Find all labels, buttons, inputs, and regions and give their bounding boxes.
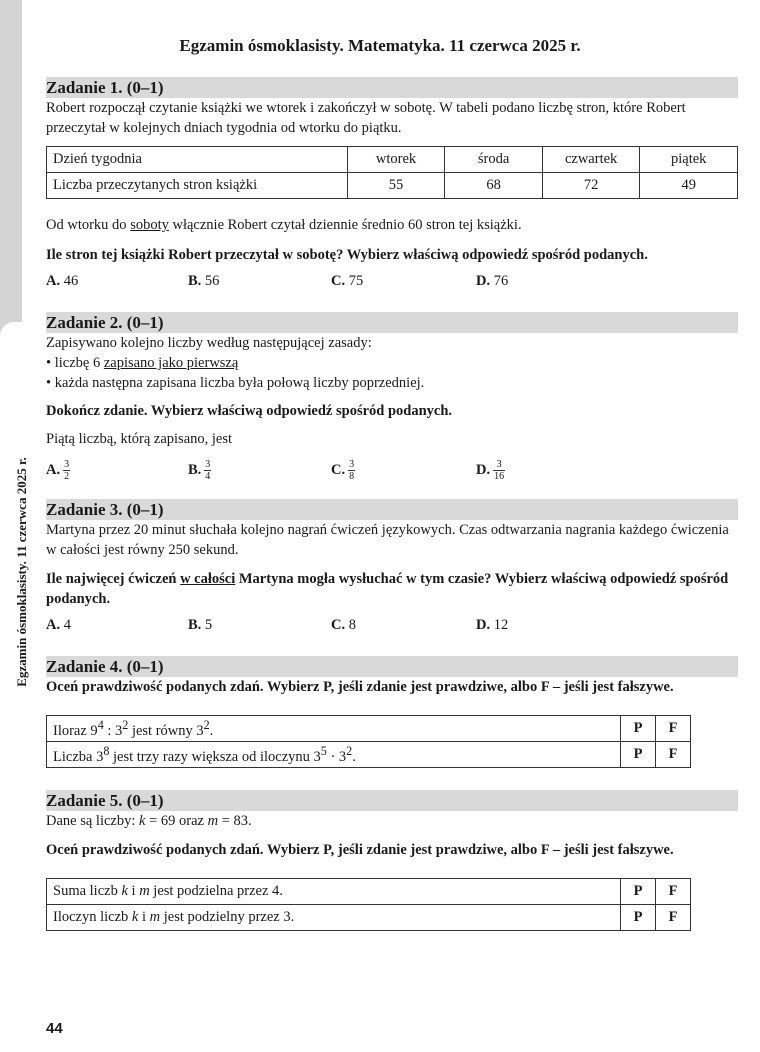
table-cell-day: piątek [640,147,738,173]
table-cell-day: środa [445,147,543,173]
answer-option-a[interactable]: A. $\frac{3}{2}$ [46,459,70,482]
task-3 [46,499,738,637]
answer-option-b[interactable]: B. 5 [188,617,213,633]
answer-option-b[interactable]: B. 56 [188,273,220,289]
true-option[interactable]: P [621,742,656,768]
answer-option-a[interactable]: A. 46 [46,273,79,289]
page-header: Egzamin ósmoklasisty. Matematyka. 11 czerwca 2025 r. [179,36,581,55]
task-2 [46,312,738,485]
table-row-label: Liczba przeczytanych stron książki [47,173,348,199]
task-2-bullet-2: • każda następna zapisana liczba była połową liczby poprzedniej. [46,375,425,391]
side-margin-tab [0,322,40,1052]
table-row-label: Dzień tygodnia [47,147,348,173]
statement-1: Suma liczb k i m jest podzielna przez 4. [47,879,621,905]
task-3-intro: Martyna przez 20 minut słuchała kolejno nagrań ćwiczeń językowych. Czas odtwarzania nagrania każdego ćwiczenia w całości jest równy 250 sekund. [46,522,729,558]
task-1-info: Od wtorku do soboty włącznie Robert czytał dziennie średnio 60 stron tej książki. [46,217,522,233]
task-5-title: Zadanie 5. (0–1) [46,790,738,811]
task-2-bullet-1: • liczbę 6 zapisano jako pierwszą [46,355,239,371]
table-cell-pages: 68 [445,173,543,199]
statement-2: Liczba $3^8$ jest trzy razy większa od iloczynu $3^5 \cdot 3^2$. [47,742,621,768]
task-3-title: Zadanie 3. (0–1) [46,499,738,520]
answer-option-b[interactable]: B. $\frac{3}{4}$ [188,459,211,482]
fraction: $\frac{3}{2}$ [64,459,70,482]
table-cell-day: wtorek [347,147,445,173]
task-2-answers [46,459,738,485]
task-4-table [46,715,691,768]
task-5 [46,790,738,931]
true-option[interactable]: P [621,905,656,931]
task-1-table [46,146,738,199]
false-option[interactable]: F [656,716,691,742]
task-4-title: Zadanie 4. (0–1) [46,656,738,677]
task-1 [46,77,738,293]
statement-1: Iloraz $9^4$ : $3^2$ jest równy $3^2$. [47,716,621,742]
true-option[interactable]: P [621,716,656,742]
table-cell-pages: 72 [542,173,640,199]
page-number: 44 [46,1020,63,1037]
false-option[interactable]: F [656,905,691,931]
task-5-table [46,878,691,931]
table-row [47,905,691,931]
table-cell-pages: 49 [640,173,738,199]
table-cell-pages: 55 [347,173,445,199]
task-2-stem: Piątą liczbą, którą zapisano, jest [46,431,233,447]
answer-option-d[interactable]: D. $\frac{3}{16}$ [476,459,505,482]
task-2-question: Dokończ zdanie. Wybierz właściwą odpowiedź spośród podanych. [46,403,453,419]
answer-option-d[interactable]: D. 76 [476,273,509,289]
task-4 [46,656,738,768]
task-1-answers [46,273,738,293]
false-option[interactable]: F [656,742,691,768]
answer-option-c[interactable]: C. 75 [331,273,364,289]
answer-option-c[interactable]: C. $\frac{3}{8}$ [331,459,355,482]
task-2-title: Zadanie 2. (0–1) [46,312,738,333]
side-running-title: Egzamin ósmoklasisty. 11 czerwca 2025 r. [14,457,29,687]
task-1-intro: Robert rozpoczął czytanie książki we wtorek i zakończył w sobotę. W tabeli podano liczbę stron, które Robert przeczytał w kolejnych dniach tygodnia od wtorku do piątku. [46,100,686,136]
table-cell-day: czwartek [542,147,640,173]
false-option[interactable]: F [656,879,691,905]
answer-option-c[interactable]: C. 8 [331,617,356,633]
true-option[interactable]: P [621,879,656,905]
table-row [47,879,691,905]
task-3-question: Ile najwięcej ćwiczeń w całości Martyna mogła wysłuchać w tym czasie? Wybierz właściwą odpowiedź spośród podanych. [46,571,729,607]
task-5-instruction: Oceń prawdziwość podanych zdań. Wybierz P, jeśli zdanie jest prawdziwe, albo F – jeśli jest fałszywe. [46,842,674,858]
fraction: $\frac{3}{8}$ [349,459,355,482]
fraction: $\frac{3}{4}$ [205,459,211,482]
answer-option-d[interactable]: D. 12 [476,617,509,633]
answer-option-a[interactable]: A. 4 [46,617,71,633]
task-1-title: Zadanie 1. (0–1) [46,77,738,98]
fraction: $\frac{3}{16}$ [494,459,505,482]
task-3-answers [46,617,738,637]
table-row [47,742,691,768]
table-row [47,716,691,742]
task-2-intro: Zapisywano kolejno liczby według następującej zasady: [46,335,372,351]
task-5-given: Dane są liczby: k = 69 oraz m = 83. [46,813,252,829]
task-1-question: Ile stron tej książki Robert przeczytał w sobotę? Wybierz właściwą odpowiedź spośród podanych. [46,247,648,263]
task-4-instruction: Oceń prawdziwość podanych zdań. Wybierz P, jeśli zdanie jest prawdziwe, albo F – jeśli jest fałszywe. [46,679,674,695]
statement-2: Iloczyn liczb k i m jest podzielny przez 3. [47,905,621,931]
